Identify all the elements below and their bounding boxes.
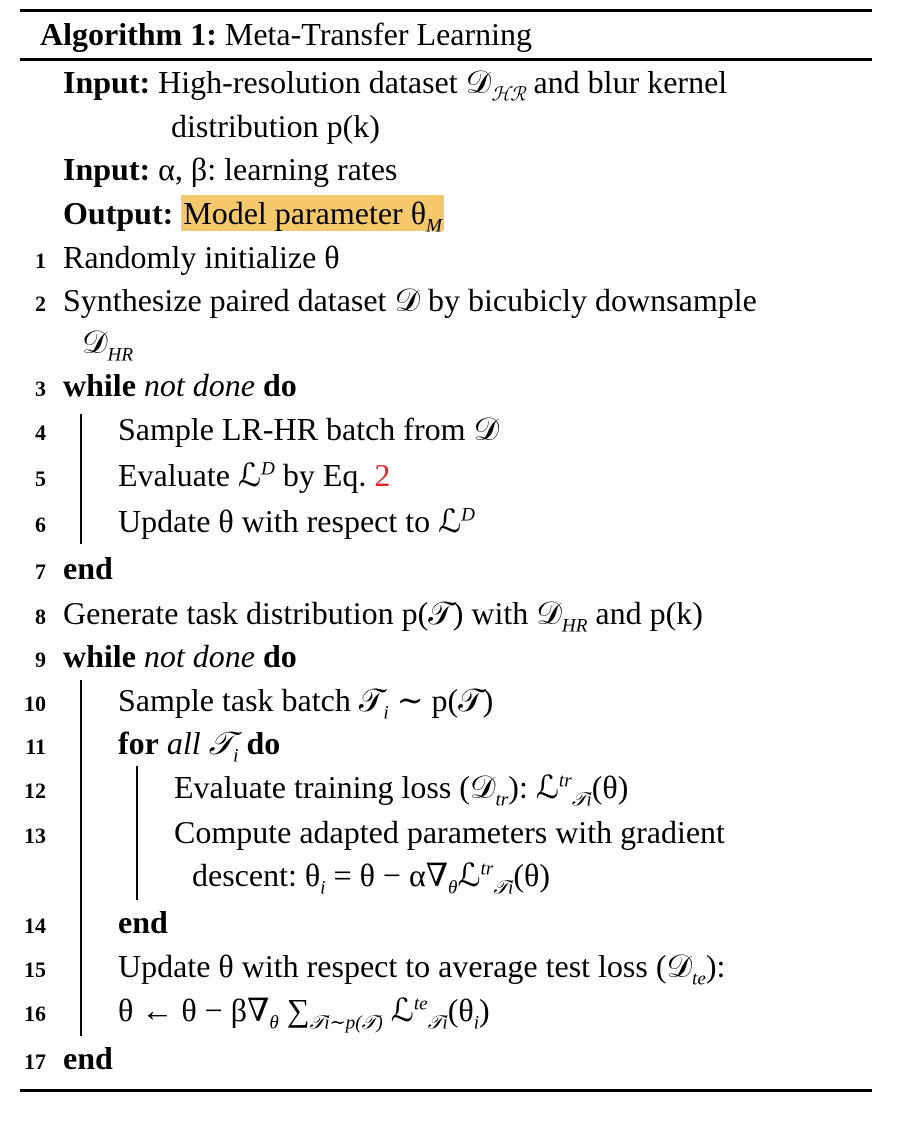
math-sub: ℋℛ [491, 82, 526, 106]
keyword: while [63, 638, 136, 674]
line-number: 2 [35, 291, 46, 316]
line-text: Randomly initialize θ [63, 239, 340, 275]
math-sub: θ [269, 1012, 279, 1034]
math-sub: HR [561, 615, 588, 637]
line-text: by Eq. [274, 457, 375, 493]
equation-link[interactable]: 2 [374, 457, 391, 493]
line-text: Update θ with respect to average test loss (𝒟 [118, 948, 693, 984]
line-text: ): [705, 948, 726, 984]
line-text: = θ − α∇ [325, 857, 449, 893]
line-text: 𝒟 [82, 324, 108, 360]
math-sup: D [461, 504, 476, 526]
line-text: (θ [447, 992, 474, 1028]
keyword: do [262, 638, 297, 674]
math-sub: 𝒯i [571, 789, 592, 811]
block-bar-while-2 [80, 680, 82, 1036]
line-text: θ ← θ − β∇ [118, 992, 270, 1028]
line-text: Evaluate training loss (𝒟 [174, 769, 496, 805]
line-text: and p(k) [587, 595, 703, 631]
algo-line-13-cont [192, 855, 551, 899]
input-label: Input: [63, 151, 151, 187]
math-sub: 𝒯i [427, 1012, 448, 1034]
input-text: High-resolution dataset 𝒟 [158, 64, 492, 100]
math-sub: tr [495, 789, 509, 811]
output-label: Output: [63, 195, 174, 231]
output-highlight [181, 195, 444, 237]
algorithm-title [40, 12, 532, 56]
input-line-2 [63, 149, 397, 189]
line-text: Generate task distribution p(𝒯) with 𝒟 [63, 595, 562, 631]
condition: not done [143, 638, 255, 674]
line-text: ): ℒ [508, 769, 559, 805]
line-text: ∼ p(𝒯) [388, 682, 494, 718]
line-number: 1 [35, 248, 46, 273]
keyword: while [63, 367, 136, 403]
math-sub: i [473, 1012, 480, 1034]
line-number: 10 [24, 691, 46, 716]
line-number: 5 [35, 466, 46, 491]
math-sup: tr [480, 858, 494, 880]
line-number: 13 [24, 823, 46, 848]
math-sub: i [383, 702, 389, 724]
keyword: end [63, 1040, 113, 1076]
line-number: 17 [24, 1049, 46, 1074]
math-sup: D [260, 458, 275, 480]
line-text: (θ) [513, 857, 551, 893]
input-label: Input: [63, 64, 151, 100]
keyword: do [262, 367, 297, 403]
keyword: end [63, 550, 113, 586]
algorithm-label: Algorithm 1: [40, 16, 217, 52]
header-rule [20, 58, 872, 61]
math-sub: i [320, 877, 326, 899]
line-text: Update θ with respect to ℒ [118, 503, 462, 539]
math-sub: θ [448, 877, 458, 899]
input-text: and blur kernel [525, 64, 728, 100]
line-number: 12 [24, 778, 46, 803]
algorithm-name: Meta-Transfer Learning [224, 16, 533, 52]
input-text: α, β: learning rates [158, 151, 398, 187]
keyword: for [118, 725, 159, 761]
math-sup: tr [558, 770, 572, 792]
line-text: ℒ [457, 857, 481, 893]
keyword: do [246, 725, 281, 761]
block-bar-while-1 [80, 414, 82, 544]
line-number: 9 [35, 647, 46, 672]
math-sup: te [413, 993, 428, 1015]
line-text: Compute adapted parameters with gradient [174, 814, 725, 850]
output-line [63, 193, 444, 237]
math-sub: HR [107, 344, 134, 366]
math-sub: M [426, 215, 443, 237]
line-number: 4 [35, 420, 46, 445]
line-number: 14 [24, 913, 46, 938]
line-text: ℒ [382, 992, 414, 1028]
math-sub: 𝒯i [493, 877, 514, 899]
line-text: ∑ [278, 992, 310, 1028]
line-number: 8 [35, 604, 46, 629]
line-number: 7 [35, 559, 46, 584]
line-number: 15 [24, 957, 46, 982]
condition: not done [143, 367, 255, 403]
input-line-1-cont [171, 106, 380, 146]
input-text: distribution p(k) [171, 108, 380, 144]
line-text: Sample task batch 𝒯 [118, 682, 384, 718]
bottom-rule [20, 1089, 872, 1092]
algo-line-2-cont [82, 322, 134, 366]
line-text: Evaluate ℒ [118, 457, 261, 493]
math-sub: i [233, 745, 239, 767]
block-bar-for [136, 766, 138, 900]
line-text: ) [479, 992, 490, 1028]
output-text: Model parameter θ [183, 195, 427, 231]
line-text: Synthesize paired dataset 𝒟 by bicubicly downsample [63, 282, 757, 318]
keyword: end [118, 904, 168, 940]
line-number: 6 [35, 512, 46, 537]
math-sub: 𝒯i∼p(𝒯) [309, 1012, 383, 1034]
line-text: (θ) [591, 769, 629, 805]
input-line-1 [63, 62, 728, 106]
condition: all 𝒯 [166, 725, 234, 761]
math-sub: te [692, 968, 706, 990]
line-text: Sample LR-HR batch from 𝒟 [118, 411, 500, 447]
line-number: 3 [35, 376, 46, 401]
line-text: descent: θ [192, 857, 321, 893]
line-number: 16 [24, 1001, 46, 1026]
line-number: 11 [25, 734, 46, 759]
